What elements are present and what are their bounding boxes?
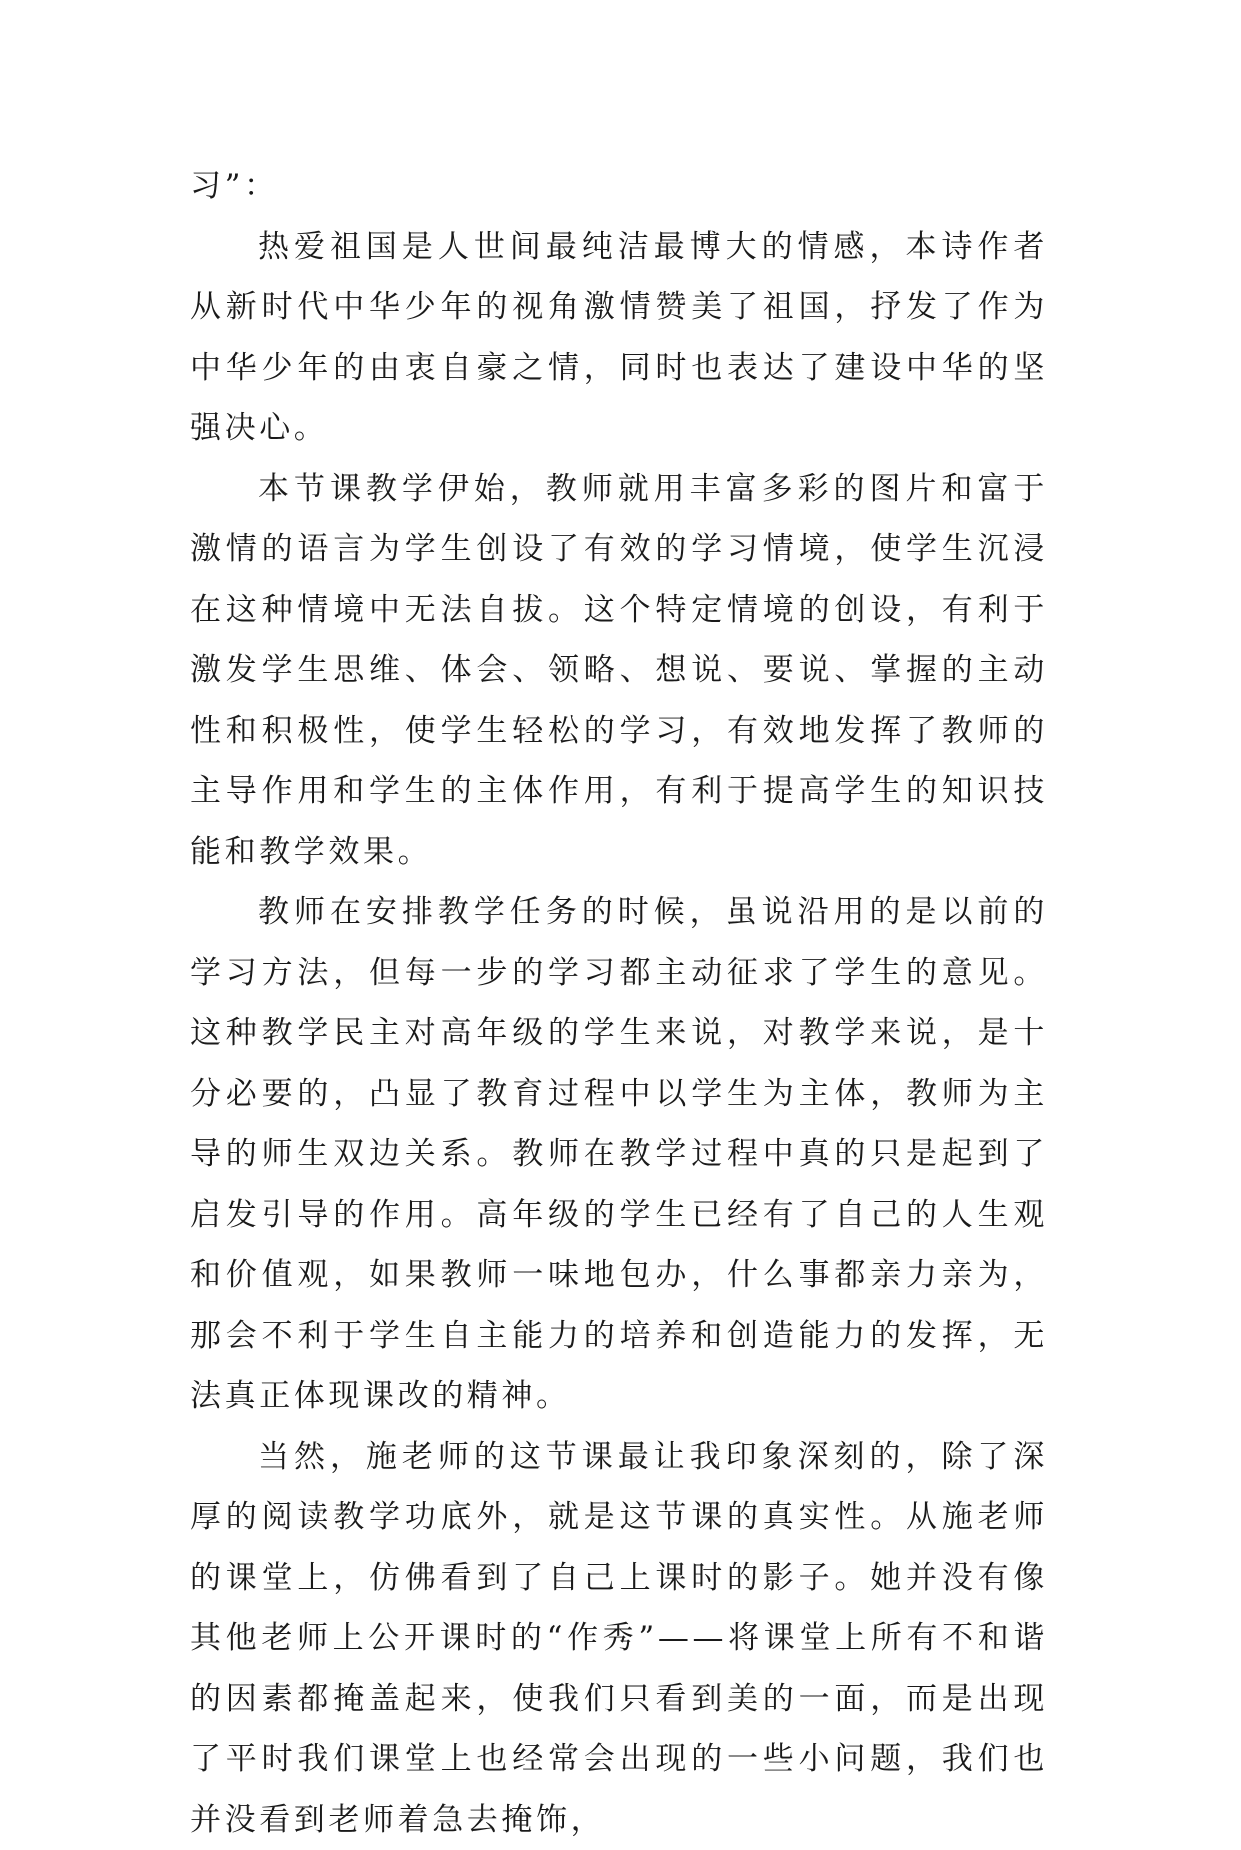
paragraph-continuation: 习”： bbox=[190, 156, 1048, 217]
paragraph-lesson-opening: 本节课教学伊始，教师就用丰富多彩的图片和富于激情的语言为学生创设了有效的学习情境，使学生沉浸在这种情境中无法自拔。这个特定情境的创设，有利于激发学生思维、体会、领略、想说、要说、掌握的主动性和积极性，使学生轻松的学习，有效地发挥了教师的主导作用和学生的主体作用，有利于提高学生的知识技能和教学效果。 bbox=[190, 459, 1048, 883]
paragraph-teaching-tasks: 教师在安排教学任务的时候，虽说沿用的是以前的学习方法，但每一步的学习都主动征求了学生的意见。这种教学民主对高年级的学生来说，对教学来说，是十分必要的，凸显了教育过程中以学生为主体，教师为主导的师生双边关系。教师在教学过程中真的只是起到了启发引导的作用。高年级的学生已经有了自己的人生观和价值观，如果教师一味地包办，什么事都亲力亲为，那会不利于学生自主能力的培养和创造能力的发挥，无法真正体现课改的精神。 bbox=[190, 882, 1048, 1427]
document-body bbox=[190, 156, 1048, 1850]
paragraph-patriotism: 热爱祖国是人世间最纯洁最博大的情感，本诗作者从新时代中华少年的视角激情赞美了祖国，抒发了作为中华少年的由衷自豪之情，同时也表达了建设中华的坚强决心。 bbox=[190, 217, 1048, 459]
paragraph-authenticity: 当然，施老师的这节课最让我印象深刻的，除了深厚的阅读教学功底外，就是这节课的真实性。从施老师的课堂上，仿佛看到了自己上课时的影子。她并没有像其他老师上公开课时的“作秀”——将课堂上所有不和谐的因素都掩盖起来，使我们只看到美的一面，而是出现了平时我们课堂上也经常会出现的一些小问题，我们也并没看到老师着急去掩饰， bbox=[190, 1427, 1048, 1850]
